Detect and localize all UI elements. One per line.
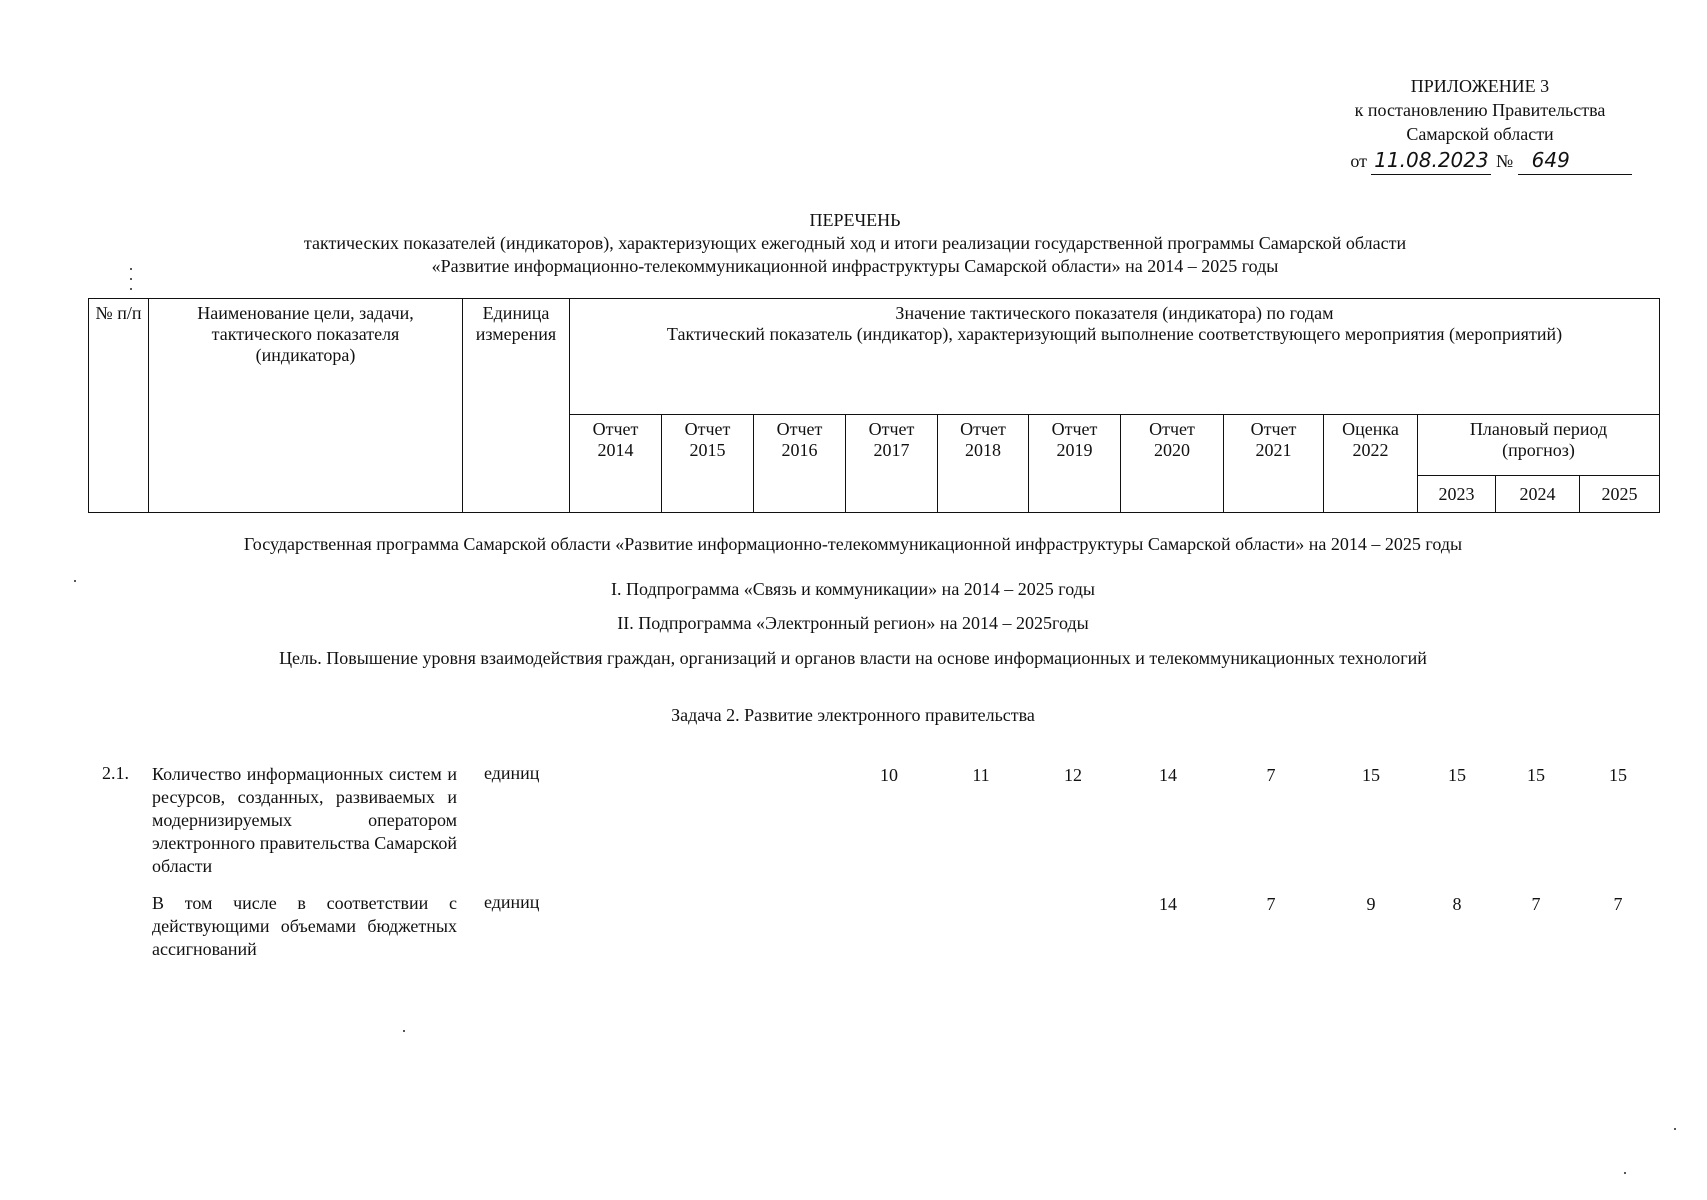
row-unit: единиц <box>484 892 540 912</box>
document-heading: ПЕРЕЧЕНЬ <box>809 210 901 230</box>
number-prefix: № <box>1495 151 1514 171</box>
header-values-line-2: Тактический показатель (индикатор), характеризующий выполнение соответствующего мероприятия (мероприятий) <box>666 324 1563 344</box>
date-prefix: от <box>1350 151 1367 171</box>
scan-speck <box>1674 1128 1676 1130</box>
scan-speck <box>130 268 132 270</box>
value-cell: 9 <box>1366 894 1376 914</box>
row-name: Количество информационных систем и ресурсов, созданных, развиваемых и модернизируемых оператором электронного правительства Самарской области <box>152 764 457 876</box>
year-header: Отчет 2018 <box>938 415 1029 513</box>
subprogram-2-title: II. Подпрограмма «Электронный регион» на 2014 – 2025годы <box>617 613 1089 633</box>
plan-period-header: Плановый период (прогноз) <box>1418 415 1660 476</box>
scan-speck <box>130 288 132 290</box>
table-header <box>88 298 1660 513</box>
value-cell: 7 <box>1531 894 1541 914</box>
year-header: Отчет 2014 <box>570 415 662 513</box>
subprogram-1-title: I. Подпрограмма «Связь и коммуникации» на 2014 – 2025 годы <box>611 579 1095 599</box>
value-cell: 7 <box>1266 894 1276 914</box>
value-cell: 12 <box>1064 765 1082 785</box>
header-name: Наименование цели, задачи, тактического показателя (индикатора) <box>149 299 463 513</box>
program-title: Государственная программа Самарской области «Развитие информационно-телекоммуникационной инфраструктуры Самарской области» на 2014 – 2025 годы <box>243 534 1463 554</box>
value-cell: 15 <box>1527 765 1545 785</box>
row-unit: единиц <box>484 763 540 783</box>
year-header: Отчет 2020 <box>1121 415 1224 513</box>
year-header: Отчет 2015 <box>662 415 754 513</box>
header-unit: Единица измерения <box>463 299 570 513</box>
value-cell: 15 <box>1448 765 1466 785</box>
document-title-line-2: «Развитие информационно-телекоммуникационной инфраструктуры Самарской области» на 2014 – 2025 годы <box>431 256 1279 276</box>
row-name: В том числе в соответствии с действующими объемами бюджетных ассигнований <box>152 893 457 959</box>
value-cell: 7 <box>1613 894 1623 914</box>
approval-number: 649 <box>1518 146 1632 175</box>
year-header: Оценка 2022 <box>1324 415 1418 513</box>
value-cell: 15 <box>1362 765 1380 785</box>
header-values <box>570 299 1660 415</box>
approval-line-1: к постановлению Правительства <box>1354 100 1606 120</box>
year-header: Отчет 2021 <box>1224 415 1324 513</box>
approval-date-line <box>1342 146 1640 175</box>
approval-line-2: Самарской области <box>1406 124 1554 144</box>
year-header: Отчет 2019 <box>1029 415 1121 513</box>
document-title-line-1: тактических показателей (индикаторов), характеризующих ежегодный ход и итоги реализации государственной программы Самарской области <box>303 233 1407 253</box>
year-header: Отчет 2017 <box>846 415 938 513</box>
value-cell: 8 <box>1452 894 1462 914</box>
document-title <box>140 209 1570 278</box>
approval-date: 11.08.2023 <box>1371 146 1491 175</box>
header-number: № п/п <box>89 299 149 513</box>
year-header: Отчет 2016 <box>754 415 846 513</box>
plan-year-header: 2023 <box>1418 476 1496 513</box>
scan-speck <box>403 1030 405 1032</box>
scan-speck <box>1624 1172 1626 1174</box>
value-cell: 14 <box>1159 894 1177 914</box>
value-cell: 14 <box>1159 765 1177 785</box>
plan-year-header: 2025 <box>1580 476 1660 513</box>
value-cell: 10 <box>880 765 898 785</box>
header-values-line-1: Значение тактического показателя (индикатора) по годам <box>895 303 1334 323</box>
appendix-title: ПРИЛОЖЕНИЕ 3 <box>1410 76 1550 96</box>
goal-title: Цель. Повышение уровня взаимодействия граждан, организаций и органов власти на основе информационных и телекоммуникационных технологий <box>279 648 1427 668</box>
approval-block <box>1320 74 1640 175</box>
value-cell: 7 <box>1266 765 1276 785</box>
scan-speck <box>74 580 76 582</box>
task-title: Задача 2. Развитие электронного правительства <box>671 705 1035 725</box>
scan-speck <box>130 278 132 280</box>
value-cell: 11 <box>972 765 990 785</box>
plan-year-header: 2024 <box>1496 476 1580 513</box>
row-number: 2.1. <box>102 763 129 783</box>
value-cell: 15 <box>1609 765 1627 785</box>
